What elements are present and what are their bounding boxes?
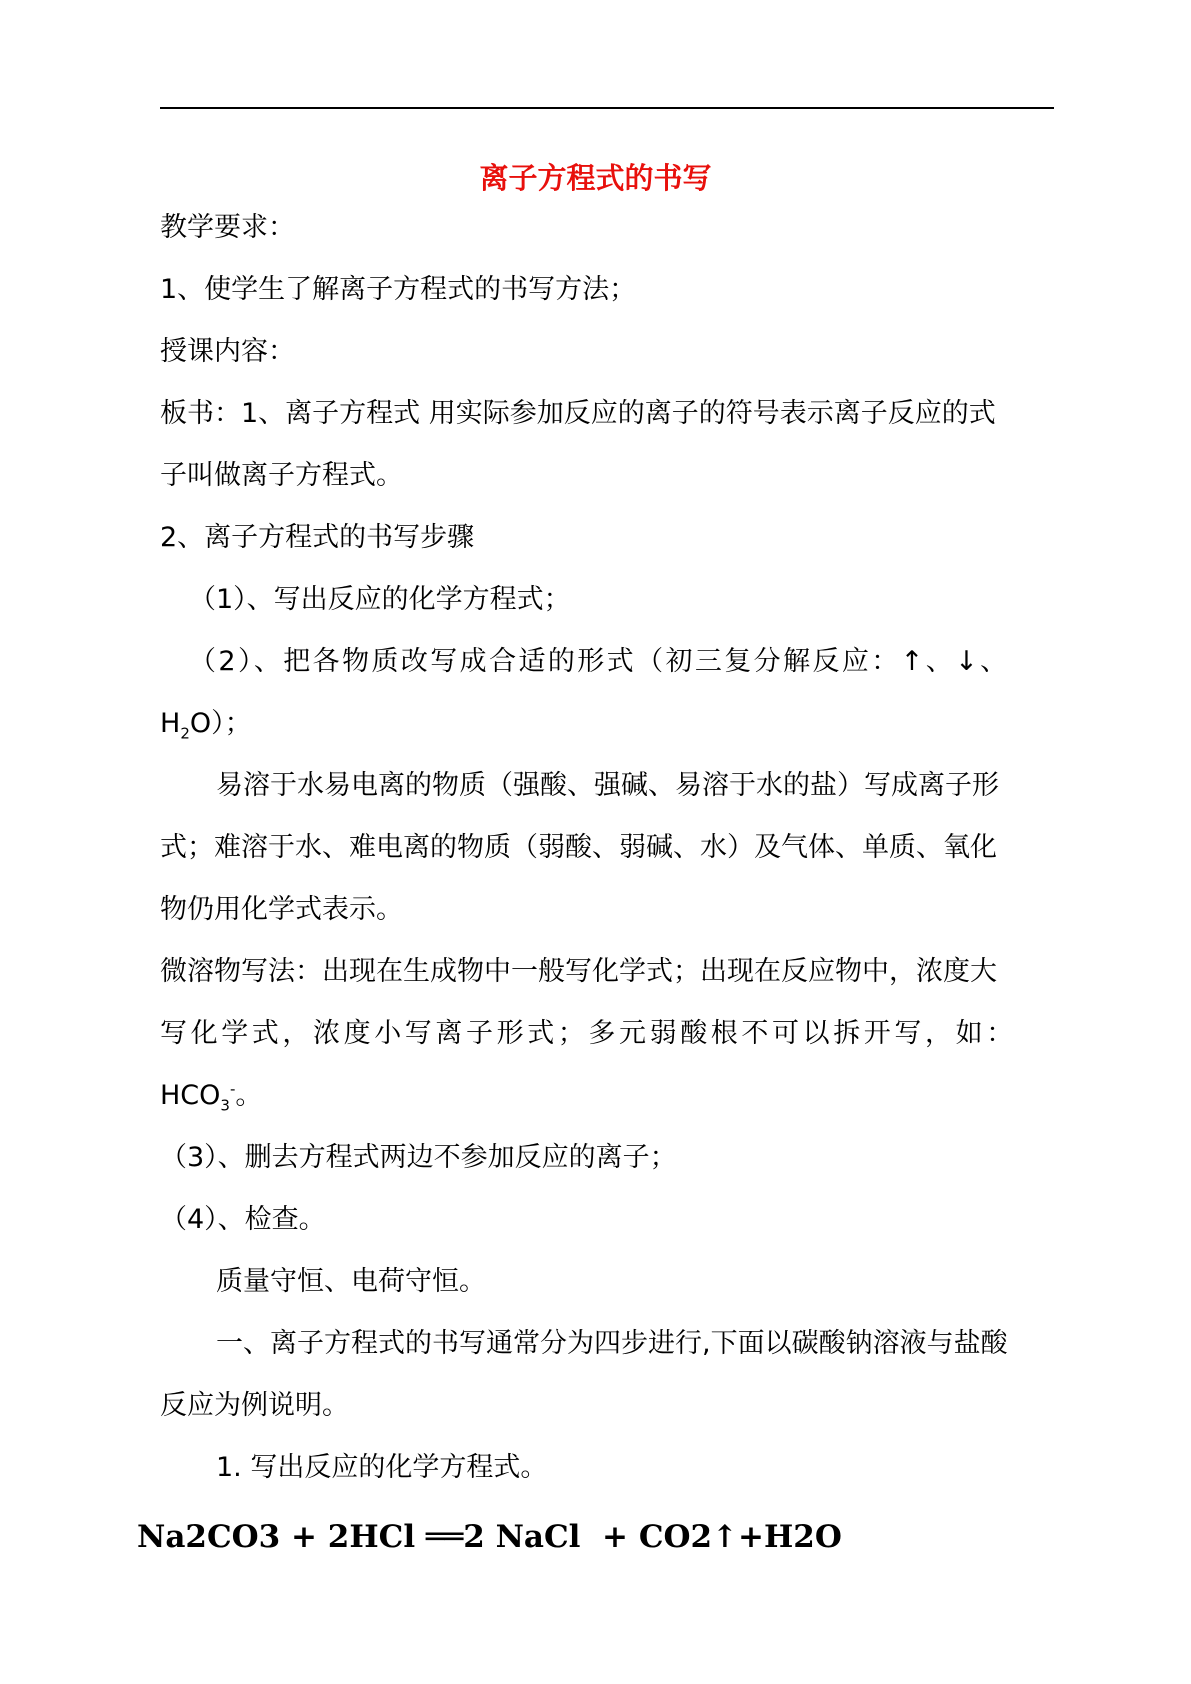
paragraph-line: （1）、写出反应的化学方程式； — [189, 584, 571, 615]
paragraph-line: 1、使学生了解离子方程式的书写方法； — [160, 274, 637, 305]
document-title: 离子方程式的书写 — [479, 161, 712, 195]
paragraph-line: （4）、检查。 — [160, 1204, 326, 1235]
hco3-superscript: - — [229, 1080, 236, 1098]
paragraph-line — [160, 1074, 262, 1118]
paragraph-line — [160, 702, 252, 746]
header-rule — [160, 107, 1054, 109]
paragraph-line: 物仍用化学式表示。 — [160, 894, 403, 925]
paragraph-line: 教学要求： — [160, 212, 295, 243]
hco3-prefix: HCO — [160, 1080, 221, 1111]
hco3-rest: 。 — [235, 1080, 263, 1111]
h2o-rest: O）； — [189, 708, 252, 739]
paragraph-line: 反应为例说明。 — [160, 1390, 349, 1421]
paragraph-line: 板书：1、离子方程式 用实际参加反应的离子的符号表示离子反应的式 — [160, 398, 996, 429]
paragraph-line: （3）、删去方程式两边不参加反应的离子； — [160, 1142, 677, 1173]
h2o-subscript: 2 — [180, 724, 190, 743]
paragraph-line: 一、离子方程式的书写通常分为四步进行,下面以碳酸钠溶液与盐酸 — [216, 1328, 1008, 1359]
paragraph-line: 2、离子方程式的书写步骤 — [160, 522, 475, 553]
paragraph-line: 易溶于水易电离的物质（强酸、强碱、易溶于水的盐）写成离子形 — [216, 770, 999, 801]
paragraph-line: 1. 写出反应的化学方程式。 — [216, 1452, 548, 1483]
paragraph-line: 写化学式，浓度小写离子形式；多元弱酸根不可以拆开写，如： — [160, 1018, 1017, 1049]
paragraph-line: 式；难溶于水、难电离的物质（弱酸、弱碱、水）及气体、单质、氧化 — [160, 832, 997, 863]
chemical-equation: Na2CO3 + 2HCl ══2 NaCl + CO2↑+H2O — [137, 1519, 842, 1555]
h2o-prefix: H — [160, 708, 181, 739]
paragraph-line: （2）、把各物质改写成合适的形式（初三复分解反应：↑、↓、 — [189, 646, 1010, 677]
paragraph-line: 授课内容： — [160, 336, 295, 367]
paragraph-line: 质量守恒、电荷守恒。 — [216, 1266, 486, 1297]
paragraph-line: 微溶物写法：出现在生成物中一般写化学式；出现在反应物中，浓度大 — [160, 956, 997, 987]
paragraph-line: 子叫做离子方程式。 — [160, 460, 403, 491]
hco3-subscript: 3 — [220, 1096, 230, 1115]
